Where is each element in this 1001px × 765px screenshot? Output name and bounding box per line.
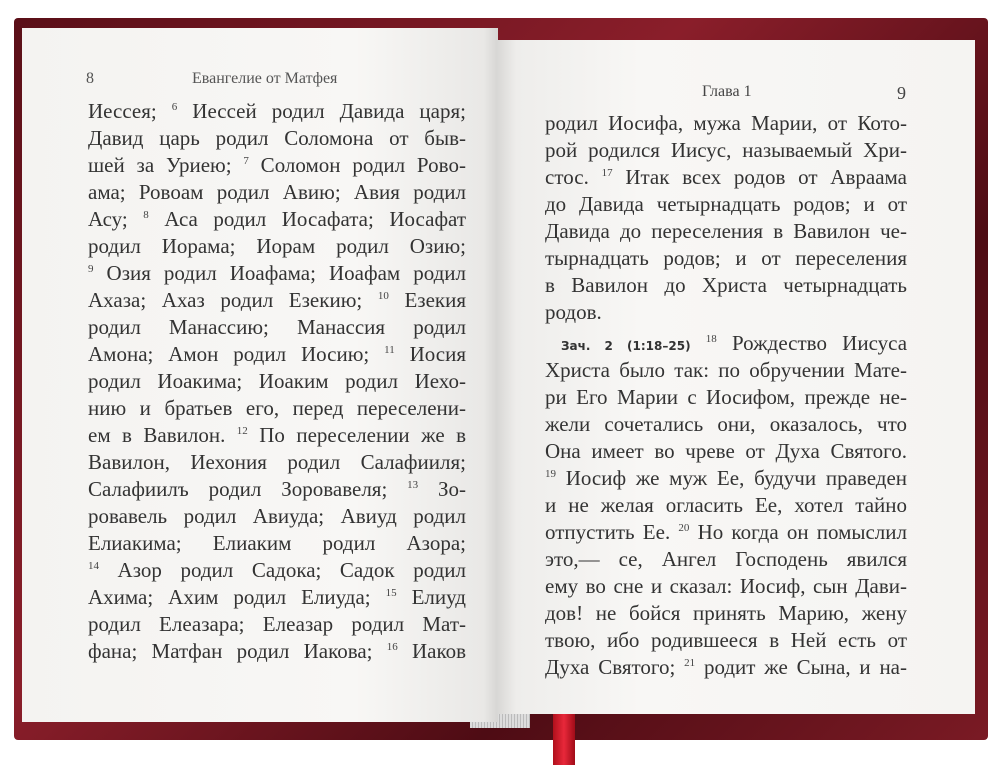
text-run: Духа Святого; <box>545 655 685 679</box>
text-run: жели сочетались они, оказалось, что <box>545 412 907 436</box>
verse-number: 11 <box>384 344 395 356</box>
text-run: Елиакима; Елиаким родил Азора; <box>88 531 466 555</box>
text-run: родил Иорама; Иорам родил Озию; <box>88 234 466 258</box>
bookmark-ribbon <box>553 714 575 765</box>
text-line <box>545 330 907 357</box>
page-number: 9 <box>897 83 906 103</box>
text-line <box>545 492 907 519</box>
text-run: Она имеет во чреве от Духа Святого. <box>545 439 907 463</box>
text-run: и не желая огласить Ее, хотел тайно <box>545 493 907 517</box>
text-line <box>88 368 466 395</box>
text-run: Иосия <box>394 342 466 366</box>
text-run: родил Елеазара; Елеазар родил Мат- <box>88 612 466 636</box>
text-run: ровавель родил Авиуда; Авиуд родил <box>88 504 466 528</box>
text-run: это,— се, Ангел Господень явился <box>545 547 907 571</box>
text-run <box>691 331 706 355</box>
text-run: ему во сне и сказал: Иосиф, сын Дави- <box>545 574 907 598</box>
text-line <box>88 503 466 530</box>
text-run: до Давида четырнадцать родов; и от <box>545 192 907 216</box>
text-run: Рождество Иисуса <box>716 331 908 355</box>
text-run: Итак всех родов от Авраама <box>612 165 907 189</box>
text-run: родил Иосифа, мужа Марии, от Кото- <box>545 111 907 135</box>
text-run: Озия родил Иоафама; Иоафам родил <box>93 261 466 285</box>
text-line <box>545 357 907 384</box>
text-line <box>88 125 466 152</box>
running-title: Глава 1 <box>702 83 752 100</box>
text-line <box>88 260 466 287</box>
verse-number: 21 <box>684 657 696 669</box>
text-run: ем в Вавилон. <box>88 423 237 447</box>
text-run: ама; Ровоам родил Авию; Авия родил <box>88 180 466 204</box>
text-run: Вавилон, Иехония родил Салафииля; <box>88 450 466 474</box>
text-run: дов! не бойся принять Марию, жену <box>545 601 907 625</box>
right-page <box>497 40 975 714</box>
text-line <box>545 600 907 627</box>
text-run: Но когда он помыслил <box>689 520 908 544</box>
verse-number: 8 <box>143 209 149 221</box>
text-run: родов. <box>545 300 602 324</box>
verse-number: 20 <box>678 522 690 534</box>
text-run: Зо- <box>418 477 466 501</box>
text-line <box>88 476 466 503</box>
text-line <box>88 395 466 422</box>
text-run: твою, ибо родившееся в Ней есть от <box>545 628 907 652</box>
text-run: Салафиилъ родил Зоровавеля; <box>88 477 408 501</box>
verse-number: 12 <box>236 425 248 437</box>
text-line <box>88 314 466 341</box>
text-line <box>88 449 466 476</box>
text-run: Христа было так: по обручении Мате- <box>545 358 907 382</box>
text-run: Ахаза; Ахаз родил Езекию; <box>88 288 378 312</box>
verse-number: 13 <box>407 479 419 491</box>
text-line <box>545 191 907 218</box>
verse-number: 19 <box>545 468 556 480</box>
running-title: Евангелие от Матфея <box>192 70 338 87</box>
text-line <box>545 438 907 465</box>
verse-number: 10 <box>377 290 389 302</box>
text-line <box>88 611 466 638</box>
text-line <box>545 245 907 272</box>
text-line <box>545 299 907 326</box>
verse-number: 17 <box>601 167 613 179</box>
text-line <box>88 233 466 260</box>
text-line <box>545 519 907 546</box>
text-run: родит же Сына, и на- <box>695 655 908 679</box>
text-line <box>88 638 466 665</box>
text-run: в Вавилон до Христа четырнадцать <box>545 273 907 297</box>
text-run: Иаков <box>397 639 466 663</box>
text-run: родил Манассию; Манассия родил <box>88 315 466 339</box>
text-line <box>88 530 466 557</box>
text-line <box>88 584 466 611</box>
text-line <box>88 152 466 179</box>
text-line <box>545 137 907 164</box>
text-line <box>88 341 466 368</box>
text-run: Соломон родил Ровo- <box>248 153 466 177</box>
text-line <box>545 411 907 438</box>
text-run: рой родился Иисус, называемый Хри- <box>545 138 907 162</box>
text-run: Аса родил Иосафата; Иосафат <box>148 207 467 231</box>
text-line <box>545 110 907 137</box>
text-line <box>545 627 907 654</box>
left-page <box>22 28 498 722</box>
verse-number: 16 <box>386 641 398 653</box>
verse-number: 15 <box>385 587 397 599</box>
text-line <box>545 164 907 191</box>
text-line <box>88 557 466 584</box>
text-line <box>88 179 466 206</box>
text-run: нию и братьев его, перед переселени- <box>88 396 466 420</box>
text-run: тырнадцать родов; и от переселения <box>545 246 907 270</box>
text-run: Ахима; Ахим родил Елиуда; <box>88 585 386 609</box>
page-number: 8 <box>86 70 94 87</box>
text-run: Амона; Амон родил Иосию; <box>88 342 385 366</box>
text-line <box>545 272 907 299</box>
text-run: отпустить Ее. <box>545 520 679 544</box>
text-run: Иессей родил Давида царя; <box>177 99 466 123</box>
text-run: Давид царь родил Соломона от быв- <box>88 126 466 150</box>
text-line <box>88 98 466 125</box>
text-run: По переселении же в <box>247 423 466 447</box>
verse-number: 18 <box>705 333 717 345</box>
text-run: Елиуд <box>396 585 466 609</box>
verse-number: 6 <box>171 101 178 113</box>
text-line <box>88 206 466 233</box>
text-line <box>88 287 466 314</box>
text-line <box>545 654 907 681</box>
text-line <box>545 218 907 245</box>
verse-number: 7 <box>243 155 249 167</box>
text-run: Иессея; <box>88 99 172 123</box>
left-page-text <box>88 98 466 665</box>
text-run: фана; Матфан родил Иакова; <box>88 639 387 663</box>
reading-marker: Зач. 2 (1:18–25) <box>561 339 691 353</box>
right-page-text <box>545 110 907 681</box>
text-line <box>545 384 907 411</box>
text-run: Иосиф же муж Ее, будучи праведен <box>556 466 907 490</box>
text-run: Давида до переселения в Вавилон че- <box>545 219 907 243</box>
text-line <box>88 422 466 449</box>
text-run: Езекия <box>388 288 467 312</box>
text-run: ри Его Марии с Иосифом, прежде не- <box>545 385 907 409</box>
verse-number: 14 <box>88 560 99 572</box>
text-line <box>545 573 907 600</box>
text-run: Асу; <box>88 207 144 231</box>
text-run: родил Иоакима; Иоаким родил Иехо- <box>88 369 466 393</box>
verse-number: 9 <box>88 263 94 275</box>
text-run: Азор родил Садока; Садок родил <box>99 558 466 582</box>
text-line <box>545 465 907 492</box>
text-run: стос. <box>545 165 602 189</box>
text-run: шей за Уриею; <box>88 153 244 177</box>
text-line <box>545 546 907 573</box>
